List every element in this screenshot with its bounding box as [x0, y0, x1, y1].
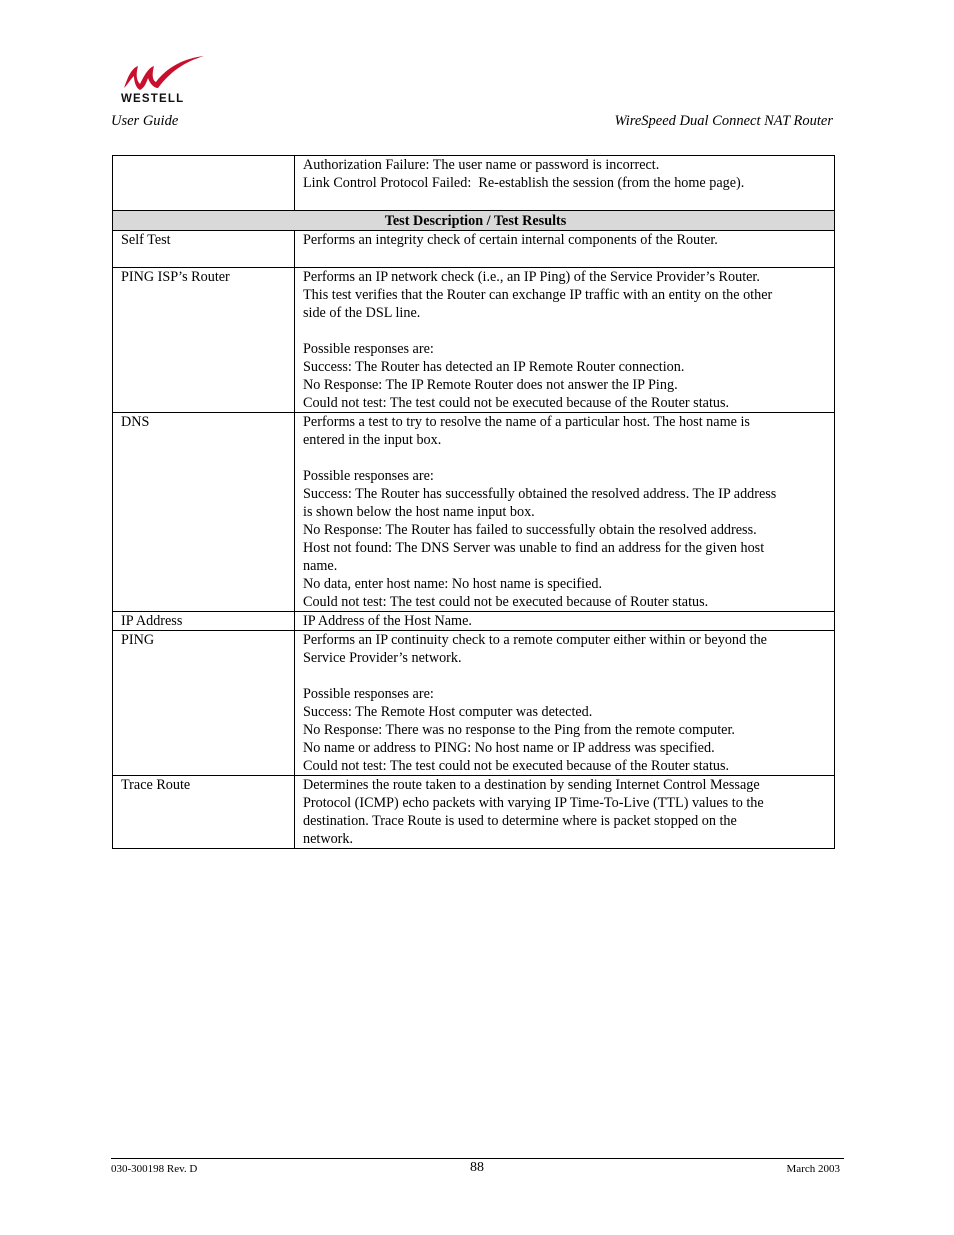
description-line: Host not found: The DNS Server was unable to find an address for the given host [303, 540, 765, 556]
description-line: Could not test: The test could not be executed because of the Router status. [303, 758, 730, 774]
table-row [113, 612, 835, 631]
description-line: No name or address to PING: No host name or IP address was specified. [303, 740, 715, 756]
page-number: 88 [470, 1160, 484, 1175]
test-name-cell: PING [113, 631, 295, 776]
test-name-cell: Self Test [113, 231, 295, 268]
table-row [113, 268, 835, 413]
description-line: Could not test: The test could not be executed because of the Router status. [303, 395, 730, 411]
table-row [113, 413, 835, 612]
test-description-cell [295, 231, 835, 268]
description-line: No data, enter host name: No host name is specified. [303, 576, 603, 592]
description-line: This test verifies that the Router can exchange IP traffic with an entity on the other [303, 287, 773, 303]
description-line: Possible responses are: [303, 341, 434, 357]
description-line [303, 449, 830, 467]
westell-logo [118, 54, 208, 106]
description-line: Performs a test to try to resolve the name of a particular host. The host name is [303, 414, 750, 430]
table-section-header [113, 211, 835, 231]
table-row [113, 231, 835, 268]
description-line: No Response: The Router has failed to successfully obtain the resolved address. [303, 522, 757, 538]
description-line: Performs an IP continuity check to a remote computer either within or beyond the [303, 632, 767, 648]
description-line: Success: The Remote Host computer was detected. [303, 704, 593, 720]
description-line: entered in the input box. [303, 432, 442, 448]
description-line: Protocol (ICMP) echo packets with varying IP Time-To-Live (TTL) values to the [303, 795, 764, 811]
westell-swoosh-icon [118, 54, 208, 94]
footer-doc-number: 030-300198 Rev. D [111, 1163, 198, 1175]
test-description-cell [295, 268, 835, 413]
test-name-cell: DNS [113, 413, 295, 612]
test-name-cell: PING ISP’s Router [113, 268, 295, 413]
description-line: Service Provider’s network. [303, 650, 462, 666]
description-line: is shown below the host name input box. [303, 504, 535, 520]
description-line: Authorization Failure: The user name or password is incorrect. [303, 157, 660, 173]
description-line: Possible responses are: [303, 686, 434, 702]
description-line: Success: The Router has successfully obtained the resolved address. The IP address [303, 486, 777, 502]
description-line [303, 322, 830, 340]
description-line: No Response: The IP Remote Router does not answer the IP Ping. [303, 377, 678, 393]
description-line: Performs an integrity check of certain internal components of the Router. [303, 232, 718, 248]
logo-wordmark: WESTELL [121, 93, 185, 105]
table-row [113, 776, 835, 849]
test-description-cell [295, 413, 835, 612]
diagnostics-table [112, 155, 835, 849]
footer-date: March 2003 [786, 1163, 840, 1175]
test-description-cell [295, 776, 835, 849]
test-name-cell: IP Address [113, 612, 295, 631]
description-line: Link Control Protocol Failed: Re-establish the session (from the home page). [303, 175, 745, 191]
description-line: No Response: There was no response to the Ping from the remote computer. [303, 722, 735, 738]
description-line: Could not test: The test could not be executed because of Router status. [303, 594, 709, 610]
description-line: Possible responses are: [303, 468, 434, 484]
test-description-cell [295, 612, 835, 631]
description-line: destination. Trace Route is used to determine where is packet stopped on the [303, 813, 737, 829]
description-line: side of the DSL line. [303, 305, 421, 321]
header-product-name: WireSpeed Dual Connect NAT Router [614, 113, 833, 129]
test-description-cell [295, 631, 835, 776]
section-header-cell: Test Description / Test Results [113, 211, 835, 231]
header-doc-type: User Guide [111, 113, 179, 129]
table-row-continuation [113, 156, 835, 211]
description-line: name. [303, 558, 338, 574]
footer-divider [111, 1158, 844, 1159]
test-name-cell: Trace Route [113, 776, 295, 849]
description-line: Success: The Router has detected an IP Remote Router connection. [303, 359, 685, 375]
description-line: network. [303, 831, 354, 847]
test-name-cell [113, 156, 295, 211]
description-line [303, 667, 830, 685]
description-line [303, 192, 830, 210]
table-row [113, 631, 835, 776]
description-line: Determines the route taken to a destination by sending Internet Control Message [303, 777, 760, 793]
description-line: Performs an IP network check (i.e., an IP Ping) of the Service Provider’s Router. [303, 269, 760, 285]
description-line: IP Address of the Host Name. [303, 613, 472, 629]
description-line [303, 249, 830, 267]
test-description-cell [295, 156, 835, 211]
